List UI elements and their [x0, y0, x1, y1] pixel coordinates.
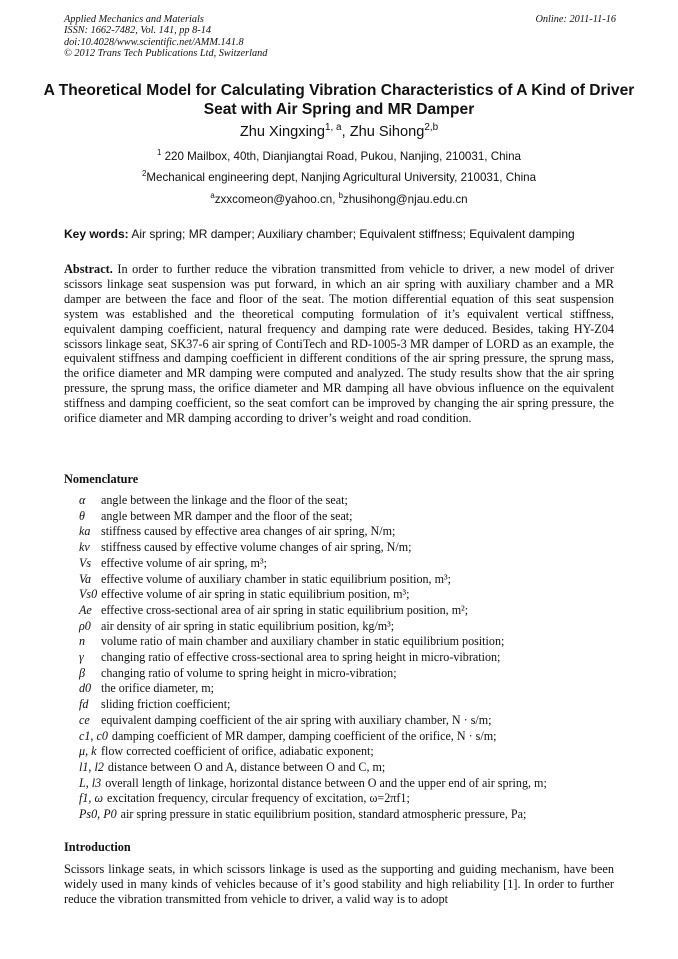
- nomenclature-desc: excitation frequency, circular frequency of excitation, ω=2πf1;: [107, 791, 410, 806]
- abstract-text: In order to further reduce the vibration transmitted from vehicle to driver, a new model of driver scissors linkage seat suspension was put forward, in which an air spring with auxiliary chamber and a MR damper are between the face and floor of the seat. The motion differential equation of this seat suspension system was established and the theoretical computing formulation of it’s equivalent vertical stiffness, equivalent damping coefficient, natural frequency and damping rate were deduced. Besides, taking HY-Z04 scissors linkage seat, SK37-6 air spring of ContiTech and RD-1005-3 MR damper of LORD as an example, the equivalent stiffness and damping coefficient in different conditions of the air spring pressure, the sprung mass, the orifice diameter and MR damping were computed and analyzed. The study results show that the air spring pressure, the sprung mass, the orifice diameter and MR damping all have obvious influence on the equivalent stiffness and damping coefficient, so the seat comfort can be improved by changing the air spring pressure, the orifice diameter and MR damping according to driver’s weight and road condition.: [64, 262, 614, 426]
- nomenclature-desc: effective volume of air spring in static equilibrium position, m³;: [101, 587, 410, 602]
- abstract: [64, 262, 614, 426]
- nomenclature-symbol: l1, l2: [79, 759, 104, 774]
- nomenclature-desc: stiffness caused by effective volume changes of air spring, N/m;: [101, 540, 412, 555]
- nomenclature-symbol: ce: [79, 712, 90, 727]
- nomenclature-desc: air density of air spring in static equilibrium position, kg/m³;: [101, 618, 395, 633]
- nomenclature-desc: the orifice diameter, m;: [101, 681, 215, 696]
- nomenclature-item: [79, 760, 619, 776]
- author-2: Zhu Sihong: [349, 124, 425, 140]
- nomenclature-item: [79, 603, 619, 619]
- author-2-marker: 2,b: [424, 122, 439, 134]
- keywords-text: Air spring; MR damper; Auxiliary chamber; Equivalent stiffness; Equivalent damping: [128, 227, 575, 241]
- nomenclature-symbol: kv: [79, 540, 90, 555]
- nomenclature-item: [79, 713, 619, 729]
- nomenclature-symbol: ka: [79, 524, 91, 539]
- email-b-marker: b: [338, 191, 344, 201]
- introduction-text: Scissors linkage seats, in which scissors linkage is used as the supporting and guiding mechanism, have been widely used in many kinds of vehicles because of it’s good stability and high reliability [1]. In order to further reduce the vibration transmitted from vehicle to driver, a valid way is to adopt: [64, 862, 614, 906]
- nomenclature-symbol: Vs: [79, 555, 92, 570]
- nomenclature-symbol: μ, k: [79, 744, 97, 759]
- author-1: Zhu Xingxing: [239, 124, 326, 140]
- nomenclature-item: [79, 572, 619, 588]
- author-1-marker: 1, a: [325, 122, 342, 134]
- abstract-label: Abstract.: [64, 262, 113, 276]
- nomenclature-item: [79, 587, 619, 603]
- nomenclature-item: [79, 729, 619, 745]
- nomenclature-desc: effective cross-sectional area of air spring in static equilibrium position, m²;: [101, 602, 469, 617]
- nomenclature-item: [79, 681, 619, 697]
- nomenclature-item: [79, 524, 619, 540]
- nomenclature-item: [79, 556, 619, 572]
- nomenclature-item: [79, 697, 619, 713]
- nomenclature-symbol: L, l3: [79, 775, 102, 790]
- email-line: [0, 193, 678, 207]
- author-separator: ,: [341, 124, 350, 140]
- journal-name: Applied Mechanics and Materials: [64, 14, 204, 25]
- affiliation-1: [0, 150, 678, 164]
- issn-line: ISSN: 1662-7482, Vol. 141, pp 8-14: [64, 25, 212, 37]
- nomenclature-symbol: n: [79, 634, 86, 649]
- nomenclature-symbol: c1, c0: [79, 728, 108, 743]
- email-a: zxxcomeon@yahoo.cn,: [214, 193, 339, 206]
- nomenclature-item: [79, 540, 619, 556]
- nomenclature-item: [79, 619, 619, 635]
- nomenclature-item: [79, 634, 619, 650]
- nomenclature-desc: distance between O and A, distance between O and C, m;: [107, 759, 386, 774]
- nomenclature-symbol: Ae: [79, 602, 92, 617]
- nomenclature-desc: angle between MR damper and the floor of the seat;: [101, 508, 353, 523]
- keywords-label: Key words:: [64, 227, 129, 241]
- nomenclature-heading: Nomenclature: [64, 472, 139, 486]
- introduction-heading: Introduction: [64, 840, 131, 854]
- affiliation-2-text: Mechanical engineering dept, Nanjing Agricultural University, 210031, China: [146, 171, 537, 184]
- nomenclature-symbol: Vs0: [79, 587, 98, 602]
- email-b: zhusihong@njau.edu.cn: [343, 193, 468, 206]
- nomenclature-desc: changing ratio of effective cross-sectional area to spring height in micro-vibration;: [101, 650, 501, 665]
- nomenclature-item: [79, 509, 619, 525]
- nomenclature-desc: stiffness caused by effective area changes of air spring, N/m;: [101, 524, 396, 539]
- nomenclature-item: [79, 493, 619, 509]
- email-a-marker: a: [210, 191, 215, 201]
- nomenclature-desc: angle between the linkage and the floor of the seat;: [101, 493, 348, 507]
- nomenclature-item: [79, 744, 619, 760]
- nomenclature-symbol: α: [79, 493, 86, 507]
- nomenclature-desc: volume ratio of main chamber and auxiliary chamber in static equilibrium position;: [101, 634, 505, 649]
- nomenclature-desc: air spring pressure in static equilibrium position, standard atmospheric pressure, Pa;: [120, 807, 527, 822]
- nomenclature-desc: equivalent damping coefficient of the air spring with auxiliary chamber, N · s/m;: [101, 712, 492, 727]
- affiliation-1-marker: 1: [156, 148, 162, 158]
- affiliation-2: [0, 171, 678, 185]
- affiliation-2-marker: 2: [141, 169, 147, 179]
- author-line: [0, 123, 678, 141]
- keywords: [64, 227, 624, 241]
- nomenclature-desc: damping coefficient of MR damper, damping coefficient of the orifice, N · s/m;: [111, 728, 497, 743]
- nomenclature-item: [79, 776, 619, 792]
- online-date: Online: 2011-11-16: [535, 14, 616, 25]
- nomenclature-item: [79, 807, 619, 823]
- nomenclature-list: [79, 493, 619, 823]
- nomenclature-desc: effective volume of air spring, m³;: [101, 555, 267, 570]
- nomenclature-symbol: θ: [79, 508, 85, 523]
- nomenclature-symbol: Va: [79, 571, 92, 586]
- copyright-line: © 2012 Trans Tech Publications Ltd, Switzerland: [64, 48, 268, 60]
- nomenclature-symbol: γ: [79, 650, 84, 665]
- affiliation-1-text: 220 Mailbox, 40th, Dianjiangtai Road, Pukou, Nanjing, 210031, China: [161, 150, 522, 163]
- nomenclature-symbol: d0: [79, 681, 92, 696]
- nomenclature-desc: effective volume of auxiliary chamber in static equilibrium position, m³;: [101, 571, 451, 586]
- nomenclature-item: [79, 791, 619, 807]
- nomenclature-desc: changing ratio of volume to spring height in micro-vibration;: [101, 665, 397, 680]
- nomenclature-item: [79, 666, 619, 682]
- paper-title: A Theoretical Model for Calculating Vibration Characteristics of A Kind of Driver Seat with Air Spring and MR Damper: [43, 82, 635, 118]
- nomenclature-symbol: Ps0, P0: [79, 807, 117, 822]
- nomenclature-symbol: fd: [79, 697, 89, 712]
- nomenclature-desc: sliding friction coefficient;: [101, 697, 231, 712]
- nomenclature-desc: flow corrected coefficient of orifice, adiabatic exponent;: [101, 744, 374, 759]
- journal-header: [64, 14, 267, 60]
- nomenclature-item: [79, 650, 619, 666]
- nomenclature-desc: overall length of linkage, horizontal distance between O and the upper end of air spring, m;: [105, 775, 547, 790]
- nomenclature-symbol: ρ0: [79, 618, 91, 633]
- nomenclature-symbol: f1, ω: [79, 791, 103, 806]
- doi-line: doi:10.4028/www.scientific.net/AMM.141.8: [64, 36, 244, 48]
- nomenclature-symbol: β: [79, 665, 86, 680]
